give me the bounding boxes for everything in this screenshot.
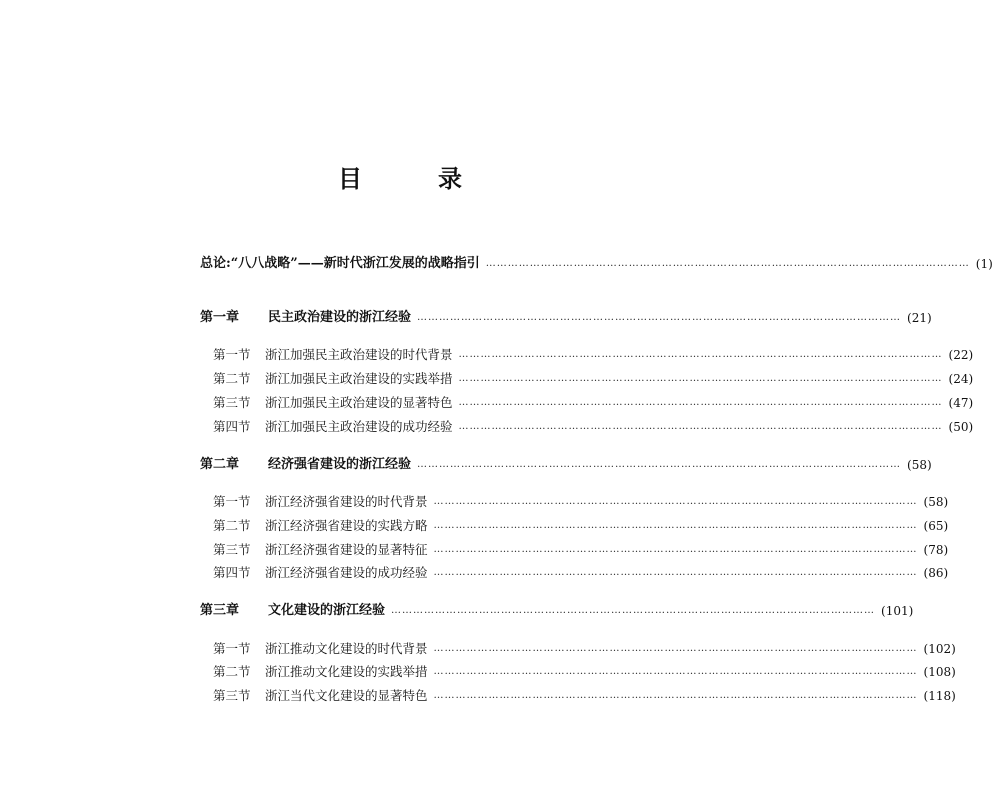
dot-leader: ……………………………………………………………………………………………………………………	[433, 666, 918, 677]
page-title: 目 录	[338, 164, 488, 193]
dot-leader: ……………………………………………………………………………………………………………………	[433, 643, 918, 654]
entry-title: 民主政治建设的浙江经验	[268, 310, 412, 325]
section-number: 第一节	[213, 347, 251, 362]
entry-title: 浙江加强民主政治建设的成功经验	[265, 419, 453, 434]
dot-leader: ……………………………………………………………………………………………………………………	[458, 349, 943, 360]
toc-entry-section[interactable]	[213, 686, 956, 706]
entry-title: 浙江推动文化建设的时代背景	[265, 641, 428, 656]
chapter-number: 第二章	[200, 457, 240, 472]
toc-entry-section[interactable]	[213, 417, 974, 437]
toc-entry-section[interactable]	[213, 563, 949, 583]
page-number: (108)	[923, 665, 956, 679]
entry-title: 浙江经济强省建设的时代背景	[265, 494, 428, 509]
entry-title: 浙江经济强省建设的实践方略	[265, 518, 428, 533]
page-number: (86)	[923, 566, 949, 580]
dot-leader: ……………………………………………………………………………………………………………………	[433, 520, 918, 531]
section-number: 第四节	[213, 565, 251, 580]
entry-title: 浙江经济强省建设的成功经验	[265, 565, 428, 580]
dot-leader: ……………………………………………………………………………………………………………………	[391, 605, 876, 616]
dot-leader: ……………………………………………………………………………………………………………………	[485, 258, 970, 269]
entry-title: 经济强省建设的浙江经验	[268, 457, 412, 472]
entry-title: 总论:“八八战略”——新时代浙江发展的战略指引	[200, 256, 480, 271]
page-number: (1)	[975, 257, 993, 271]
dot-leader: ……………………………………………………………………………………………………………………	[458, 373, 943, 384]
page-number: (47)	[948, 396, 974, 410]
entry-title: 浙江经济强省建设的显著特征	[265, 542, 428, 557]
toc-entry-section[interactable]	[213, 492, 949, 512]
page-number: (21)	[907, 311, 932, 325]
dot-leader: ……………………………………………………………………………………………………………………	[417, 312, 902, 323]
section-number: 第二节	[213, 664, 251, 679]
chapter-number: 第一章	[200, 310, 240, 325]
page-number: (50)	[948, 420, 974, 434]
dot-leader: ……………………………………………………………………………………………………………………	[433, 567, 918, 578]
entry-title: 浙江推动文化建设的实践举措	[265, 664, 428, 679]
toc-entry-chapter[interactable]	[200, 308, 932, 328]
page-number: (102)	[923, 642, 956, 656]
toc-entry-chapter[interactable]	[200, 455, 932, 475]
toc-entry-section[interactable]	[213, 393, 974, 413]
toc-entry-section[interactable]	[213, 639, 956, 659]
page-number: (58)	[907, 458, 932, 472]
section-number: 第三节	[213, 542, 251, 557]
dot-leader: ……………………………………………………………………………………………………………………	[433, 690, 918, 701]
toc-entry-section[interactable]	[213, 345, 974, 365]
chapter-number: 第三章	[200, 603, 240, 618]
toc-entry-section[interactable]	[213, 516, 949, 536]
toc-entry-section[interactable]	[213, 540, 949, 560]
section-number: 第一节	[213, 641, 251, 656]
entry-title: 浙江加强民主政治建设的显著特色	[265, 395, 453, 410]
section-number: 第二节	[213, 518, 251, 533]
entry-title: 文化建设的浙江经验	[268, 603, 386, 618]
entry-title: 浙江当代文化建设的显著特色	[265, 688, 428, 703]
section-number: 第一节	[213, 494, 251, 509]
page-number: (24)	[948, 372, 974, 386]
dot-leader: ……………………………………………………………………………………………………………………	[458, 421, 943, 432]
dot-leader: ……………………………………………………………………………………………………………………	[433, 544, 918, 555]
page-number: (118)	[923, 689, 956, 703]
dot-leader: ……………………………………………………………………………………………………………………	[433, 496, 918, 507]
page-number: (22)	[948, 348, 974, 362]
entry-title: 浙江加强民主政治建设的时代背景	[265, 347, 453, 362]
entry-title: 浙江加强民主政治建设的实践举措	[265, 371, 453, 386]
section-number: 第四节	[213, 419, 251, 434]
toc-entry-section[interactable]	[213, 369, 974, 389]
dot-leader: ……………………………………………………………………………………………………………………	[458, 397, 943, 408]
page-number: (58)	[923, 495, 949, 509]
page-number: (65)	[923, 519, 949, 533]
section-number: 第三节	[213, 688, 251, 703]
page-number: (101)	[881, 604, 914, 618]
section-number: 第二节	[213, 371, 251, 386]
toc-entry-section[interactable]	[213, 662, 956, 682]
toc-entry-intro[interactable]	[200, 254, 993, 274]
toc-entry-chapter[interactable]	[200, 601, 914, 621]
section-number: 第三节	[213, 395, 251, 410]
dot-leader: ……………………………………………………………………………………………………………………	[417, 459, 902, 470]
page-number: (78)	[923, 543, 949, 557]
